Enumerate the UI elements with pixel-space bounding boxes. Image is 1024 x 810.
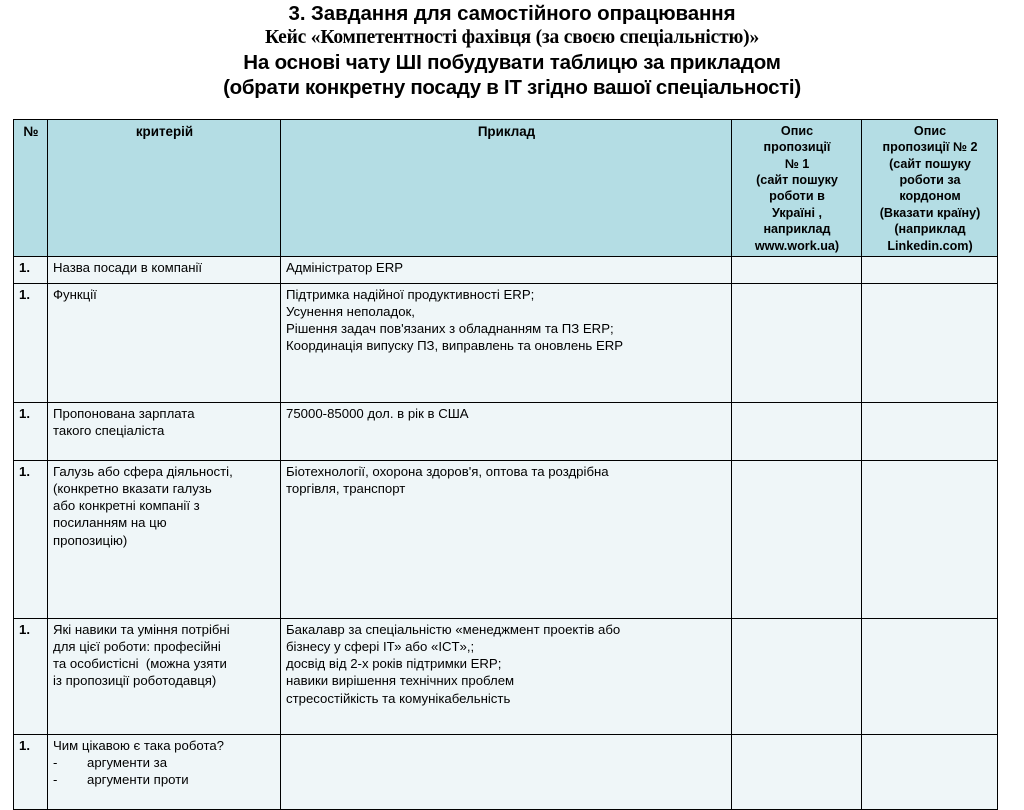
cell-line: такого спеціаліста <box>53 423 165 439</box>
cell-line: бізнесу у сфері ІТ» або «ICT»,; <box>286 639 475 655</box>
cell-line: Біотехнології, охорона здоров'я, оптова та роздрібна <box>286 463 609 479</box>
cell-line: Опис <box>780 124 814 138</box>
cell-line: досвід від 2-х років підтримки ERP; <box>286 656 502 672</box>
table-row <box>14 734 998 809</box>
cell-line: Опис <box>913 124 947 138</box>
cell-example <box>281 283 732 402</box>
cell-number: 1. <box>14 734 48 809</box>
cell-line: для цієї роботи: професійні <box>53 639 221 655</box>
cell-number: 1. <box>14 256 48 283</box>
table-row <box>14 402 998 460</box>
table-row <box>14 283 998 402</box>
table-row <box>14 256 998 283</box>
cell-line: пропозиції № 2 <box>882 140 978 155</box>
cell-number: 1. <box>14 283 48 402</box>
cell-line: Координація випуску ПЗ, виправлень та оновлень ERP <box>286 338 624 354</box>
title-line-4: (обрати конкретну посаду в ІТ згідно вашої спеціальності) <box>223 75 801 99</box>
cell-line: (Вказати країну) <box>879 205 981 220</box>
title-line-3: На основі чату ШІ побудувати таблицю за прикладом <box>243 50 781 74</box>
cell-line: Чим цікавою є така робота? <box>53 737 225 753</box>
cell-line: із пропозиції роботодавця) <box>53 673 217 689</box>
cell-line: наприклад <box>763 222 831 237</box>
cell-line: (сайт пошуку <box>756 173 838 188</box>
cell-line: критерій <box>135 124 194 139</box>
cell-line: Підтримка надійної продуктивності ERP; <box>286 286 535 302</box>
cell-line: посиланням на цю <box>53 515 167 531</box>
header-cell-proposal-1 <box>732 120 862 257</box>
cell-criterion <box>48 402 281 460</box>
cell-line: стресостійкість та комунікабельність <box>286 690 511 706</box>
slide-title <box>0 0 1024 100</box>
title-line-1: 3. Завдання для самостійного опрацювання <box>288 2 736 25</box>
cell-example <box>281 460 732 618</box>
cell-example <box>281 618 732 734</box>
cell-line: Пропонована зарплата <box>53 405 195 421</box>
cell-line: (сайт пошуку <box>889 156 971 171</box>
cell-line: роботи за <box>899 173 961 188</box>
table-body <box>14 120 998 810</box>
cell-proposal-2[interactable] <box>862 256 998 283</box>
table-row <box>14 618 998 734</box>
cell-proposal-2[interactable] <box>862 460 998 618</box>
table-row <box>14 460 998 618</box>
cell-line: навики вирішення технічних проблем <box>286 673 515 689</box>
cell-proposal-1[interactable] <box>732 283 862 402</box>
header-cell-criterion <box>48 120 281 257</box>
cell-proposal-1[interactable] <box>732 734 862 809</box>
cell-criterion <box>48 256 281 283</box>
cell-line: Адміністратор ERP <box>286 259 404 275</box>
cell-line: № <box>23 124 39 139</box>
criterion-bullet: - аргументи проти <box>53 772 189 788</box>
cell-proposal-2[interactable] <box>862 618 998 734</box>
cell-line: Назва посади в компанії <box>53 259 203 275</box>
cell-number: 1. <box>14 618 48 734</box>
criterion-bullet: - аргументи за <box>53 755 168 771</box>
cell-line: Бакалавр за спеціальністю «менеджмент проектів або <box>286 621 621 637</box>
cell-example <box>281 256 732 283</box>
cell-criterion <box>48 734 281 809</box>
cell-criterion <box>48 618 281 734</box>
table-header-row <box>14 120 998 257</box>
cell-line: торгівля, транспорт <box>286 481 406 497</box>
bullet-dash: - <box>53 772 58 788</box>
cell-proposal-1[interactable] <box>732 460 862 618</box>
cell-proposal-1[interactable] <box>732 256 862 283</box>
cell-example <box>281 402 732 460</box>
cell-line: Рішення задач пов'язаних з обладнанням та ПЗ ERP; <box>286 321 614 337</box>
cell-line: пропозицію) <box>53 532 128 548</box>
bullet-dash: - <box>53 755 58 771</box>
header-cell-example <box>281 120 732 257</box>
cell-example <box>281 734 732 809</box>
cell-line: пропозиції <box>763 140 831 155</box>
cell-proposal-2[interactable] <box>862 402 998 460</box>
cell-line: Linkedin.com) <box>887 238 973 253</box>
cell-line: Україні , <box>772 205 822 220</box>
cell-number: 1. <box>14 460 48 618</box>
competency-table-wrapper <box>13 119 997 810</box>
title-line-2: Кейс «Компетентності фахівця (за своєю спеціальністю)» <box>264 26 759 48</box>
cell-line: та особистісні (можна узяти <box>53 656 227 672</box>
header-cell-proposal-2 <box>862 120 998 257</box>
cell-line: Функції <box>53 286 97 302</box>
cell-line: Усунення неполадок, <box>286 304 415 320</box>
cell-line: 75000-85000 дол. в рік в США <box>286 405 469 421</box>
cell-proposal-1[interactable] <box>732 402 862 460</box>
cell-line: Галузь або сфера діяльності, <box>53 463 233 479</box>
cell-line: кордоном <box>899 189 961 204</box>
cell-line: № 1 <box>784 156 810 171</box>
cell-line: Які навики та уміння потрібні <box>53 621 230 637</box>
cell-line: (наприклад <box>894 222 966 237</box>
cell-number: 1. <box>14 402 48 460</box>
cell-proposal-2[interactable] <box>862 734 998 809</box>
cell-line: Приклад <box>477 124 536 139</box>
competency-table <box>13 119 998 810</box>
cell-criterion <box>48 283 281 402</box>
cell-line: або конкретні компанії з <box>53 498 200 514</box>
cell-line: роботи в <box>769 189 825 204</box>
cell-line: (конкретно вказати галузь <box>53 481 212 497</box>
cell-proposal-2[interactable] <box>862 283 998 402</box>
header-cell-number <box>14 120 48 257</box>
cell-criterion <box>48 460 281 618</box>
cell-line: www.work.ua) <box>754 238 840 253</box>
cell-proposal-1[interactable] <box>732 618 862 734</box>
